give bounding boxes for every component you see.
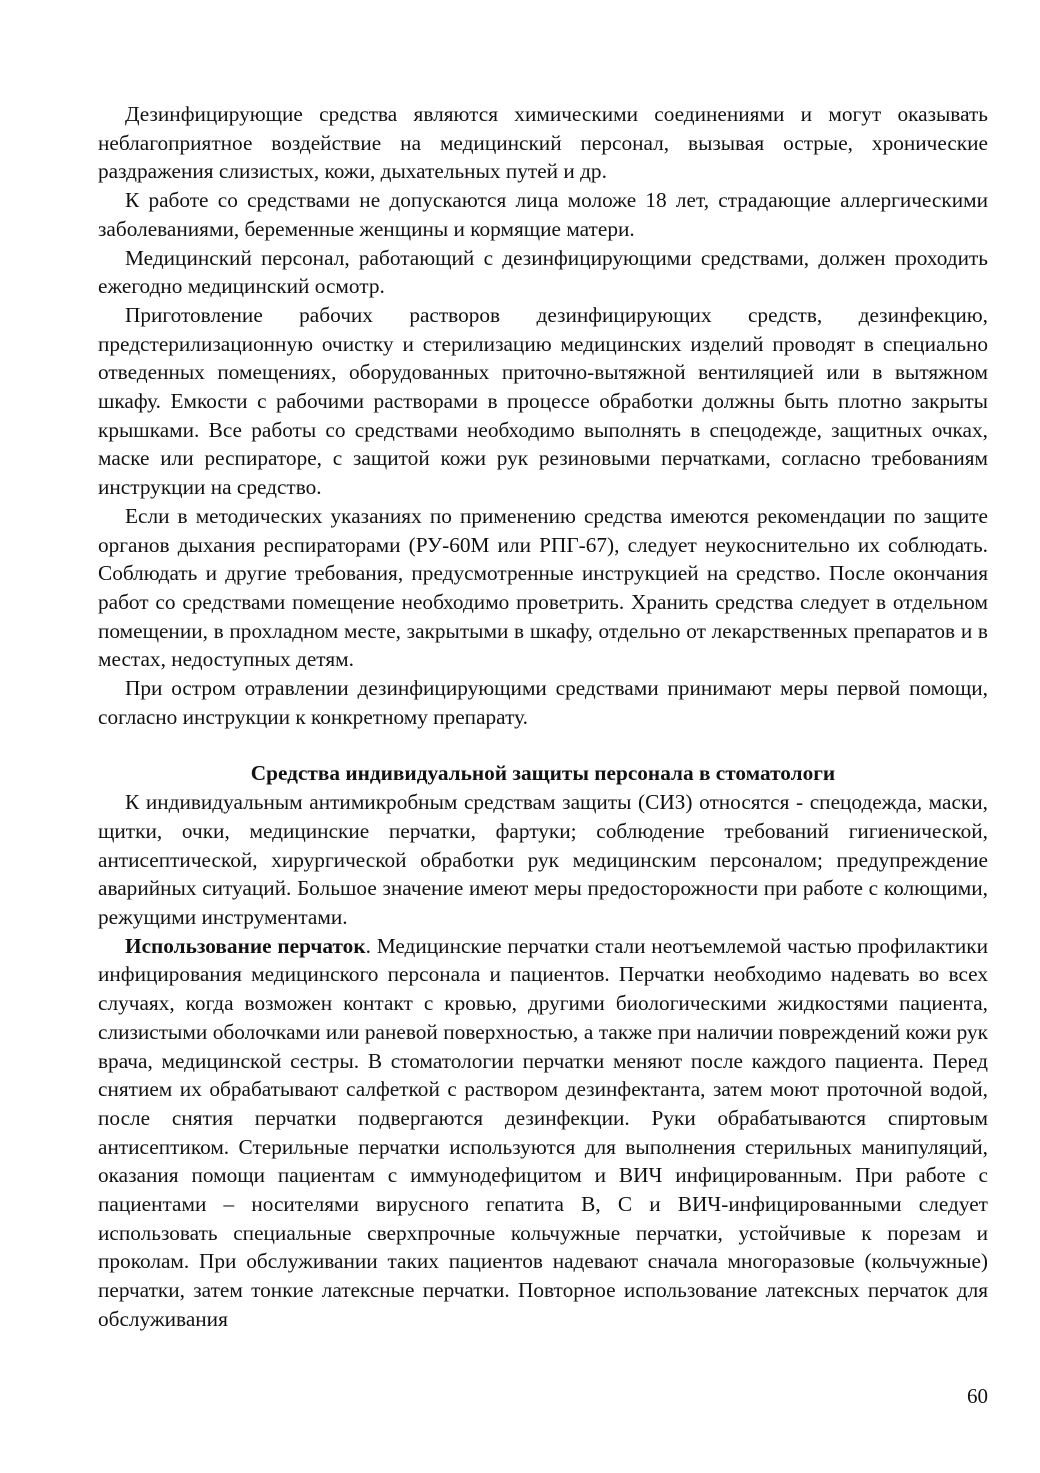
intro-paragraph-3: Медицинский персонал, работающий с дезинфицирующими средствами, должен проходить ежегодно медицинский осмотр.: [98, 245, 988, 299]
gloves-paragraph: [98, 932, 988, 1334]
intro-paragraph-5: Если в методических указаниях по применению средства имеются рекомендации по защите органов дыхания респираторами (РУ-60М или РПГ-67), следует неукоснительно их соблюдать. Соблюдать и другие требования, предусмотренные инструкцией на средство. После окончания работ со средствами помещение необходимо проветрить. Хранить средства следует в отдельном помещении, в прохладном месте, закрытыми в шкафу, отдельно от лекарственных препаратов и в местах, недоступных детям.: [98, 503, 988, 672]
section-heading: Средства индивидуальной защиты персонала в стоматологи: [250, 761, 836, 786]
intro-paragraph-1: Дезинфицирующие средства являются химическими соединениями и могут оказывать неблагоприятное воздействие на медицинский персонал, вызывая острые, хронические раздражения слизистых, кожи, дыхательных путей и др.: [98, 102, 988, 184]
intro-paragraph-6: При остром отравлении дезинфицирующими средствами принимают меры первой помощи, согласно инструкции к конкретному препарату.: [98, 676, 988, 729]
section-paragraph: К индивидуальным антимикробным средствам защиты (СИЗ) относятся - спецодежда, маски, щитки, очки, медицинские перчатки, фартуки; соблюдение требований гигиенической, антисептической, хирургической обработки рук медицинским персоналом; предупреждение аварийных ситуаций. Большое значение имеют меры предосторожности при работе с колющими, режущими инструментами.: [98, 790, 988, 929]
gloves-lead: Использование перчаток: [125, 933, 366, 958]
intro-paragraph-2: К работе со средствами не допускаются лица моложе 18 лет, страдающие аллергическими заболеваниями, беременные женщины и кормящие матери.: [98, 188, 988, 241]
gloves-text: . Медицинские перчатки стали неотъемлемой частью профилактики инфицирования медицинского персонала и пациентов. Перчатки необходимо надевать во всех случаях, когда возможен контакт с кровью, другими биологическими жидкостями пациента, слизистыми оболочками или раневой поверхностью, а также при наличии повреждений кожи рук врача, медицинской сестры. В стоматологии перчатки меняют после каждого пациента. Перед снятием их обрабатывают салфеткой с раствором дезинфектанта, затем моют проточной водой, после снятия перчатки подвергаются дезинфекции. Руки обрабатываются спиртовым антисептиком. Стерильные перчатки используются для выполнения стерильных манипуляций, оказания помощи пациентам с иммунодефицитом и ВИЧ инфицированным. При работе с пациентами – носителями вирусного гепатита В, С и ВИЧ-инфицированными следует использовать специальные сверхпрочные кольчужные перчатки, устойчивые к порезам и проколам. При обслуживании таких пациентов надевают сначала многоразовые (кольчужные) перчатки, затем тонкие латексные перчатки. Повторное использование латексных перчаток для обслуживания: [98, 933, 988, 1331]
page-number: 60: [967, 1384, 988, 1408]
page-body: [98, 100, 988, 1334]
intro-paragraph-4: Приготовление рабочих растворов дезинфицирующих средств, дезинфекцию, предстерилизационную очистку и стерилизацию медицинских изделий проводят в специально отведенных помещениях, оборудованных приточно-вытяжной вентиляцией или в вытяжном шкафу. Емкости с рабочими растворами в процессе обработки должны быть плотно закрыты крышками. Все работы со средствами необходимо выполнять в спецодежде, защитных очках, маске или респираторе, с защитой кожи рук резиновыми перчатками, согласно требованиям инструкции на средство.: [98, 302, 988, 500]
